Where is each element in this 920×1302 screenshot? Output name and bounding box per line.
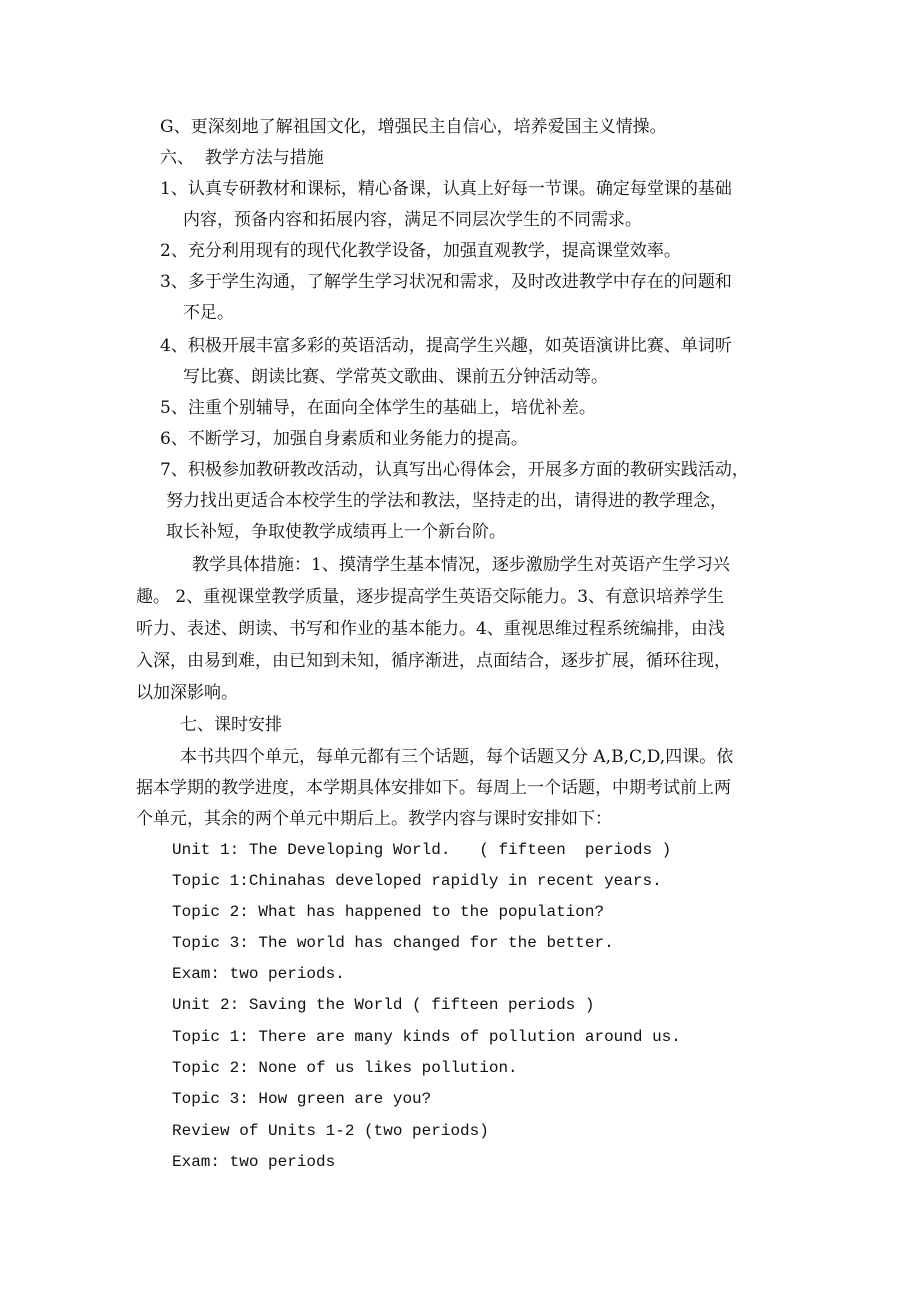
- schedule-topic-1-2: Topic 2: What has happened to the population?: [172, 903, 605, 921]
- specific-measures-line-3: 听力、表述、朗读、书写和作业的基本能力。4、重视思维过程系统编排，由浅: [136, 619, 725, 639]
- schedule-topic-2-3: Topic 3: How green are you?: [172, 1090, 432, 1108]
- schedule-topic-2-2: Topic 2: None of us likes pollution.: [172, 1059, 518, 1077]
- measure-3-cont: 不足。: [183, 303, 234, 323]
- measure-7-cont-1: 努力找出更适合本校学生的学法和教法，坚持走的出，请得进的教学理念，: [166, 491, 727, 511]
- measure-3-line: 3、多于学生沟通，了解学生学习状况和需求，及时改进教学中存在的问题和: [160, 272, 732, 292]
- measure-5-line: 5、注重个别辅导，在面向全体学生的基础上，培优补差。: [160, 398, 596, 418]
- schedule-review: Review of Units 1-2 (two periods): [172, 1122, 489, 1140]
- schedule-intro-line-3: 个单元，其余的两个单元中期后上。教学内容与课时安排如下：: [136, 809, 612, 829]
- measure-4-line: 4、积极开展丰富多彩的英语活动，提高学生兴趣，如英语演讲比赛、单词听: [160, 336, 732, 356]
- section-seven-heading: 七、课时安排: [180, 715, 282, 735]
- schedule-topic-2-1: Topic 1: There are many kinds of pollution around us.: [172, 1028, 681, 1046]
- specific-measures-line-5: 以加深影响。: [136, 683, 238, 703]
- specific-measures-line-1: 教学具体措施：1、摸清学生基本情况，逐步激励学生对英语产生学习兴: [192, 555, 730, 575]
- schedule-topic-1-1: Topic 1:Chinahas developed rapidly in recent years.: [172, 872, 662, 890]
- measure-6-line: 6、不断学习，加强自身素质和业务能力的提高。: [160, 429, 528, 449]
- schedule-exam-2: Exam: two periods: [172, 1153, 336, 1171]
- schedule-topic-1-3: Topic 3: The world has changed for the better.: [172, 934, 614, 952]
- schedule-exam-1: Exam: two periods.: [172, 965, 345, 983]
- specific-measures-line-4: 入深，由易到难，由已知到未知，循序渐进，点面结合，逐步扩展，循环往现，: [136, 651, 731, 671]
- schedule-unit-2: Unit 2: Saving the World ( fifteen periods ): [172, 996, 595, 1014]
- measure-1-cont: 内容，预备内容和拓展内容，满足不同层次学生的不同需求。: [183, 210, 642, 230]
- measure-1-line: 1、认真专研教材和课标，精心备课，认真上好每一节课。确定每堂课的基础: [160, 179, 732, 199]
- measure-7-cont-2: 取长补短，争取使教学成绩再上一个新台阶。: [166, 522, 506, 542]
- measure-4-cont: 写比赛、朗读比赛、学常英文歌曲、课前五分钟活动等。: [183, 367, 608, 387]
- schedule-unit-1: Unit 1: The Developing World. ( fifteen periods ): [172, 841, 672, 859]
- section-six-heading: 六、 教学方法与措施: [160, 148, 324, 168]
- schedule-intro-line-2: 据本学期的教学进度，本学期具体安排如下。每周上一个话题，中期考试前上两: [136, 778, 731, 798]
- measure-2-line: 2、充分利用现有的现代化教学设备，加强直观教学，提高课堂效率。: [160, 241, 681, 261]
- specific-measures-line-2: 趣。 2、重视课堂教学质量，逐步提高学生英语交际能力。3、有意识培养学生: [136, 587, 725, 607]
- schedule-intro-line-1: 本书共四个单元，每单元都有三个话题，每个话题又分 A,B,C,D,四课。依: [180, 747, 734, 767]
- goal-g-line: G、更深刻地了解祖国文化，增强民主自信心，培养爱国主义情操。: [160, 117, 667, 137]
- measure-7-line: 7、积极参加教研教改活动，认真写出心得体会，开展多方面的教研实践活动，: [160, 460, 749, 480]
